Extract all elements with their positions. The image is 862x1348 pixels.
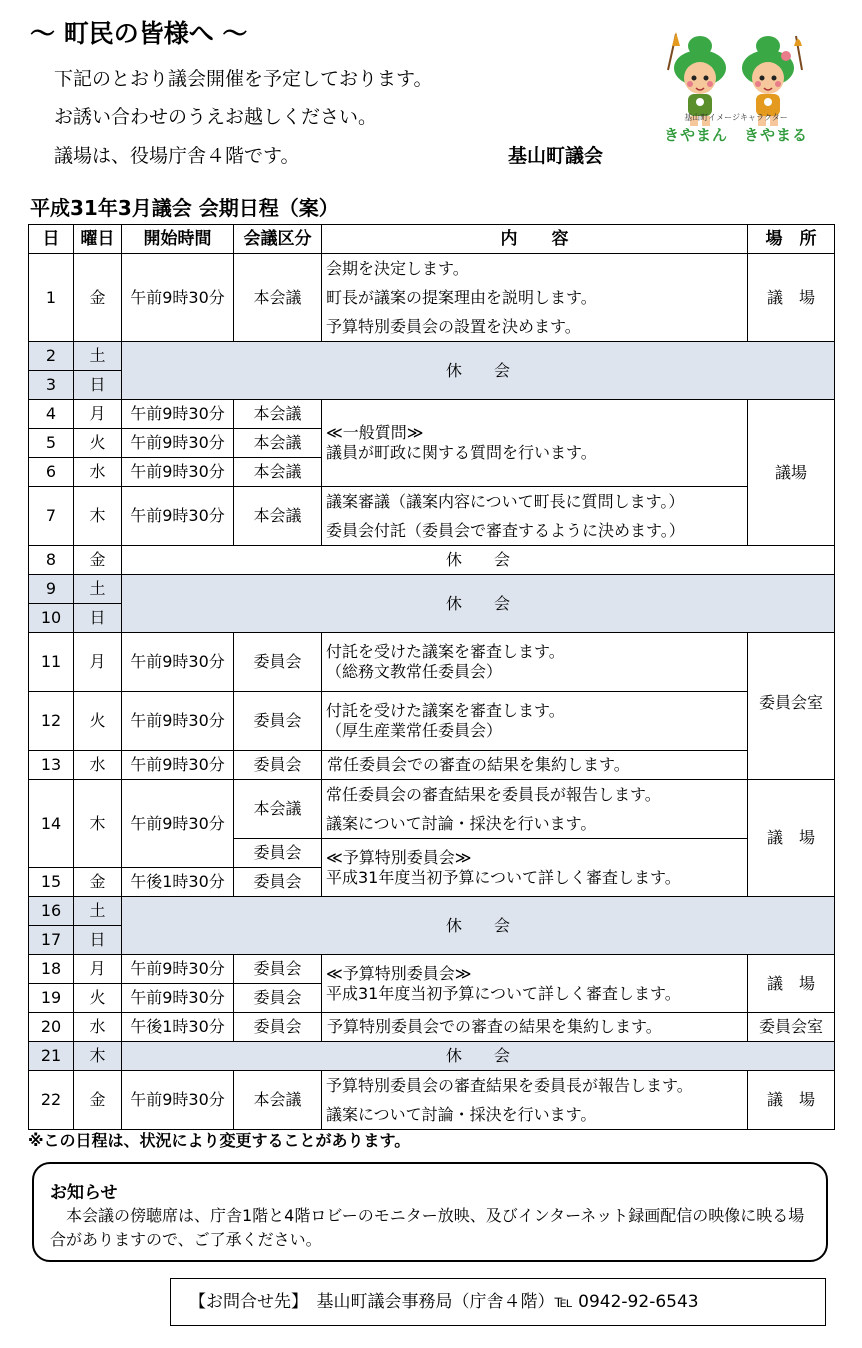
dow-cell: 土	[74, 575, 122, 604]
place-cell: 議 場	[748, 254, 835, 342]
type-cell: 本会議	[234, 487, 322, 546]
content-line: 予算特別委員会の設置を決めます。	[326, 317, 581, 336]
schedule-title: 平成31年3月議会 会期日程（案）	[30, 196, 339, 220]
content-cell	[322, 400, 748, 487]
type-cell: 委員会	[234, 751, 322, 780]
rest-cell: 休 会	[122, 575, 835, 633]
type-cell: 本会議	[234, 458, 322, 487]
dow-cell: 火	[74, 429, 122, 458]
dow-cell: 日	[74, 371, 122, 400]
table-row	[29, 575, 835, 604]
content-line: 常任委員会の審査結果を委員長が報告します。	[326, 785, 661, 804]
dow-cell: 金	[74, 254, 122, 342]
day-cell: 21	[29, 1042, 74, 1071]
content-cell	[322, 254, 748, 342]
day-cell: 7	[29, 487, 74, 546]
content-cell	[322, 839, 748, 897]
content-line: 付託を受けた議案を審査します。	[326, 642, 565, 661]
rest-cell: 休 会	[122, 897, 835, 955]
type-cell: 本会議	[234, 780, 322, 839]
notice-body: 本会議の傍聴席は、庁舎1階と4階ロビーのモニター放映、及びインターネット録画配信の映像に映る場合がありますので、ご了承ください。	[50, 1206, 805, 1249]
rest-cell: 休 会	[122, 1042, 835, 1071]
content-line: 議案について討論・採決を行います。	[326, 1105, 597, 1124]
content-line: （総務文教常任委員会）	[326, 662, 503, 681]
day-cell: 8	[29, 546, 74, 575]
content-line: （厚生産業常任委員会）	[326, 721, 503, 740]
time-cell: 午前9時30分	[122, 429, 234, 458]
table-row	[29, 1071, 835, 1130]
time-cell: 午前9時30分	[122, 487, 234, 546]
place-cell: 委員会室	[748, 633, 835, 780]
dow-cell: 火	[74, 984, 122, 1013]
dow-cell: 金	[74, 868, 122, 897]
content-line: 議案審議（議案内容について町長に質問します。）	[326, 492, 685, 511]
intro-line-2: お誘い合わせのうえお越しください。	[54, 106, 378, 128]
mascot-caption: 基山町イメージキャラクター	[684, 113, 788, 122]
time-cell: 午前9時30分	[122, 984, 234, 1013]
type-cell: 委員会	[234, 955, 322, 984]
table-row	[29, 692, 835, 751]
header-time: 開始時間	[122, 225, 234, 254]
type-cell: 委員会	[234, 868, 322, 897]
dow-cell: 木	[74, 780, 122, 868]
intro-line-1: 下記のとおり議会開催を予定しております。	[54, 68, 433, 90]
time-cell: 午前9時30分	[122, 780, 234, 868]
day-cell: 15	[29, 868, 74, 897]
place-cell: 委員会室	[748, 1013, 835, 1042]
table-row	[29, 400, 835, 429]
dow-cell: 水	[74, 458, 122, 487]
page-title: ～ 町民の皆様へ ～	[30, 19, 248, 48]
time-cell: 午前9時30分	[122, 692, 234, 751]
place-cell: 議 場	[748, 1071, 835, 1130]
content-line: 平成31年度当初予算について詳しく審査します。	[326, 867, 681, 887]
place-cell: 議 場	[748, 780, 835, 897]
dow-cell: 月	[74, 955, 122, 984]
time-cell: 午前9時30分	[122, 254, 234, 342]
intro-line-3: 議場は、役場庁舎４階です。	[54, 145, 300, 167]
type-cell: 本会議	[234, 429, 322, 458]
contact-info: 【お問合せ先】 基山町議会事務局（庁舎４階）℡ 0942-92-6543	[170, 1278, 826, 1326]
table-row	[29, 780, 835, 839]
content-cell	[322, 1071, 748, 1130]
dow-cell: 火	[74, 692, 122, 751]
content-line: 会期を決定します。	[326, 259, 469, 278]
dow-cell: 月	[74, 400, 122, 429]
dow-cell: 水	[74, 751, 122, 780]
table-row	[29, 254, 835, 342]
time-cell: 午前9時30分	[122, 633, 234, 692]
table-row	[29, 633, 835, 692]
dow-cell: 金	[74, 546, 122, 575]
time-cell: 午後1時30分	[122, 1013, 234, 1042]
day-cell: 5	[29, 429, 74, 458]
table-row	[29, 751, 835, 780]
day-cell: 11	[29, 633, 74, 692]
day-cell: 22	[29, 1071, 74, 1130]
day-cell: 1	[29, 254, 74, 342]
type-cell: 本会議	[234, 254, 322, 342]
notice-title: お知らせ	[50, 1183, 118, 1203]
dow-cell: 土	[74, 897, 122, 926]
organization-name: 基山町議会	[508, 145, 604, 167]
day-cell: 13	[29, 751, 74, 780]
table-row	[29, 1013, 835, 1042]
day-cell: 20	[29, 1013, 74, 1042]
type-cell: 委員会	[234, 692, 322, 751]
type-cell: 委員会	[234, 984, 322, 1013]
place-cell: 議 場	[748, 955, 835, 1013]
table-header-row	[29, 225, 835, 254]
header-place: 場 所	[748, 225, 835, 254]
content-cell	[322, 487, 748, 546]
type-cell: 本会議	[234, 1071, 322, 1130]
schedule-note: ※この日程は、状況により変更することがあります。	[28, 1131, 411, 1150]
time-cell: 午後1時30分	[122, 868, 234, 897]
content-line: ≪一般質問≫	[326, 423, 424, 442]
content-cell	[322, 692, 748, 751]
content-line: 町長が議案の提案理由を説明します。	[326, 288, 597, 307]
header-dow: 曜日	[74, 225, 122, 254]
table-row	[29, 546, 835, 575]
table-row	[29, 897, 835, 926]
day-cell: 17	[29, 926, 74, 955]
rest-cell: 休 会	[122, 342, 835, 400]
day-cell: 9	[29, 575, 74, 604]
type-cell: 委員会	[234, 839, 322, 868]
table-row	[29, 342, 835, 371]
table-row	[29, 955, 835, 984]
mascot-names: きやまん きやまる	[663, 126, 808, 144]
content-line: 予算特別委員会の審査結果を委員長が報告します。	[326, 1076, 693, 1095]
day-cell: 12	[29, 692, 74, 751]
header-type: 会議区分	[234, 225, 322, 254]
day-cell: 3	[29, 371, 74, 400]
dow-cell: 木	[74, 487, 122, 546]
dow-cell: 木	[74, 1042, 122, 1071]
table-row	[29, 1042, 835, 1071]
day-cell: 6	[29, 458, 74, 487]
type-cell: 委員会	[234, 1013, 322, 1042]
table-row	[29, 487, 835, 546]
day-cell: 4	[29, 400, 74, 429]
header-content: 内 容	[322, 225, 748, 254]
content-line: ≪予算特別委員会≫	[326, 963, 472, 983]
day-cell: 14	[29, 780, 74, 868]
time-cell: 午前9時30分	[122, 458, 234, 487]
time-cell: 午前9時30分	[122, 1071, 234, 1130]
dow-cell: 日	[74, 926, 122, 955]
content-cell: 予算特別委員会での審査の結果を集約します。	[322, 1013, 748, 1042]
day-cell: 2	[29, 342, 74, 371]
day-cell: 16	[29, 897, 74, 926]
content-line: 委員会付託（委員会で審査するように決めます。）	[326, 521, 685, 540]
time-cell: 午前9時30分	[122, 400, 234, 429]
dow-cell: 金	[74, 1071, 122, 1130]
content-line: 付託を受けた議案を審査します。	[326, 701, 565, 720]
content-line: 議員が町政に関する質問を行います。	[326, 443, 597, 462]
dow-cell: 土	[74, 342, 122, 371]
type-cell: 本会議	[234, 400, 322, 429]
content-cell: 常任委員会での審査の結果を集約します。	[322, 751, 748, 780]
content-line: ≪予算特別委員会≫	[326, 847, 472, 867]
notice-box	[32, 1162, 828, 1262]
content-line: 平成31年度当初予算について詳しく審査します。	[326, 983, 681, 1003]
day-cell: 19	[29, 984, 74, 1013]
day-cell: 18	[29, 955, 74, 984]
place-cell: 議場	[748, 400, 835, 546]
content-cell	[322, 955, 748, 1013]
day-cell: 10	[29, 604, 74, 633]
rest-cell: 休 会	[122, 546, 835, 575]
schedule-table	[28, 224, 835, 1130]
time-cell: 午前9時30分	[122, 955, 234, 984]
dow-cell: 日	[74, 604, 122, 633]
header-day: 日	[29, 225, 74, 254]
content-cell	[322, 633, 748, 692]
dow-cell: 月	[74, 633, 122, 692]
time-cell: 午前9時30分	[122, 751, 234, 780]
content-cell	[322, 780, 748, 839]
type-cell: 委員会	[234, 633, 322, 692]
content-line: 議案について討論・採決を行います。	[326, 814, 597, 833]
dow-cell: 水	[74, 1013, 122, 1042]
